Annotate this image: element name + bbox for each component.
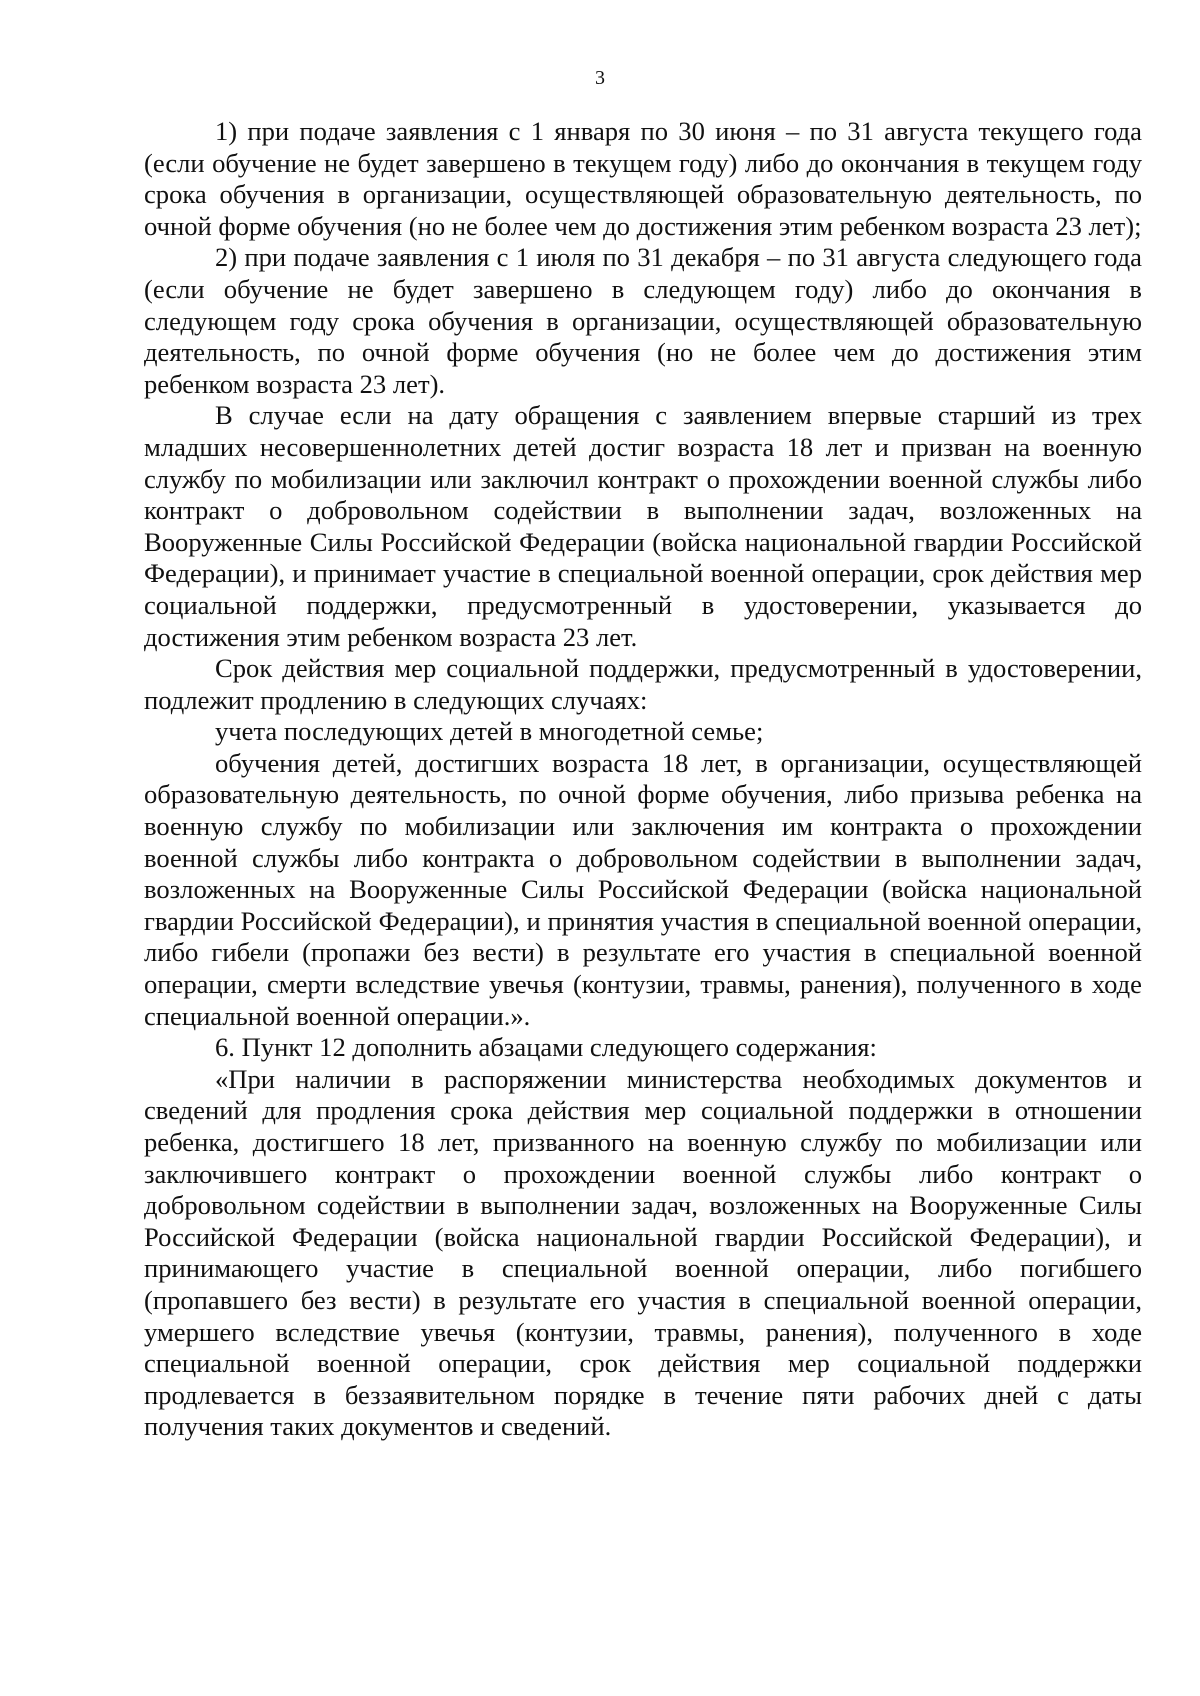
paragraph-extension-case-1: учета последующих детей в многодетной семье; (215, 716, 764, 747)
paragraph-svo-eligibility: В случае если на дату обращения с заявлением впервые старший из трех младших несовершеннолетних детей достиг возраста 18 лет и призван на военную службу по мобилизации или заключил контракт о прохождении военной службы либо контракт о добровольном содействии в выполнении задач, возложенных на Вооруженные Силы Российской Федерации (войска национальной гвардии Российской Федерации), и принимает участие в специальной военной операции, срок действия мер социальной поддержки, предусмотренный в удостоверении, указывается до достижения этим ребенком возраста 23 лет. (144, 400, 1142, 652)
document-body (144, 116, 1142, 1443)
paragraph-point-12-addition: «При наличии в распоряжении министерства необходимых документов и сведений для продления срока действия мер социальной поддержки в отношении ребенка, достигшего 18 лет, призванного на военную службу по мобилизации или заключившего контракт о прохождении военной службы либо контракт о добровольном содействии в выполнении задач, возложенных на Вооруженные Силы Российской Федерации (войска национальной гвардии Российской Федерации), и принимающего участие в специальной военной операции, либо погибшего (пропавшего без вести) в результате его участия в специальной военной операции, умершего вследствие увечья (контузии, травмы, ранения), полученного в ходе специальной военной операции, срок действия мер социальной поддержки продлевается в беззаявительном порядке в течение пяти рабочих дней с даты получения таких документов и сведений. (144, 1063, 1142, 1442)
paragraph-item-1: 1) при подаче заявления с 1 января по 30 июня – по 31 августа текущего года (если обучение не будет завершено в текущем году) либо до окончания в текущем году срока обучения в организации, осуществляющей образовательную деятельность, по очной форме обучения (но не более чем до достижения этим ребенком возраста 23 лет); (144, 116, 1142, 241)
paragraph-extension-case-2: обучения детей, достигших возраста 18 лет, в организации, осуществляющей образовательную деятельность, по очной форме обучения, либо призыва ребенка на военную службу по мобилизации или заключения им контракта о прохождении военной службы либо контракта о добровольном содействии в выполнении задач, возложенных на Вооруженные Силы Российской Федерации (войска национальной гвардии Российской Федерации), и принятия участия в специальной военной операции, либо гибели (пропажи без вести) в результате его участия в специальной военной операции, смерти вследствие увечья (контузии, травмы, ранения), полученного в ходе специальной военной операции.». (144, 747, 1142, 1031)
page-number: 3 (595, 67, 605, 89)
paragraph-point-6: 6. Пункт 12 дополнить абзацами следующего содержания: (215, 1032, 877, 1063)
paragraph-extension-intro: Срок действия мер социальной поддержки, предусмотренный в удостоверении, подлежит продлению в следующих случаях: (144, 653, 1142, 715)
paragraph-item-2: 2) при подаче заявления с 1 июля по 31 декабря – по 31 августа следующего года (если обучение не будет завершено в следующем году) либо до окончания в следующем году срока обучения в организации, осуществляющей образовательную деятельность, по очной форме обучения (но не более чем до достижения этим ребенком возраста 23 лет). (144, 242, 1142, 399)
